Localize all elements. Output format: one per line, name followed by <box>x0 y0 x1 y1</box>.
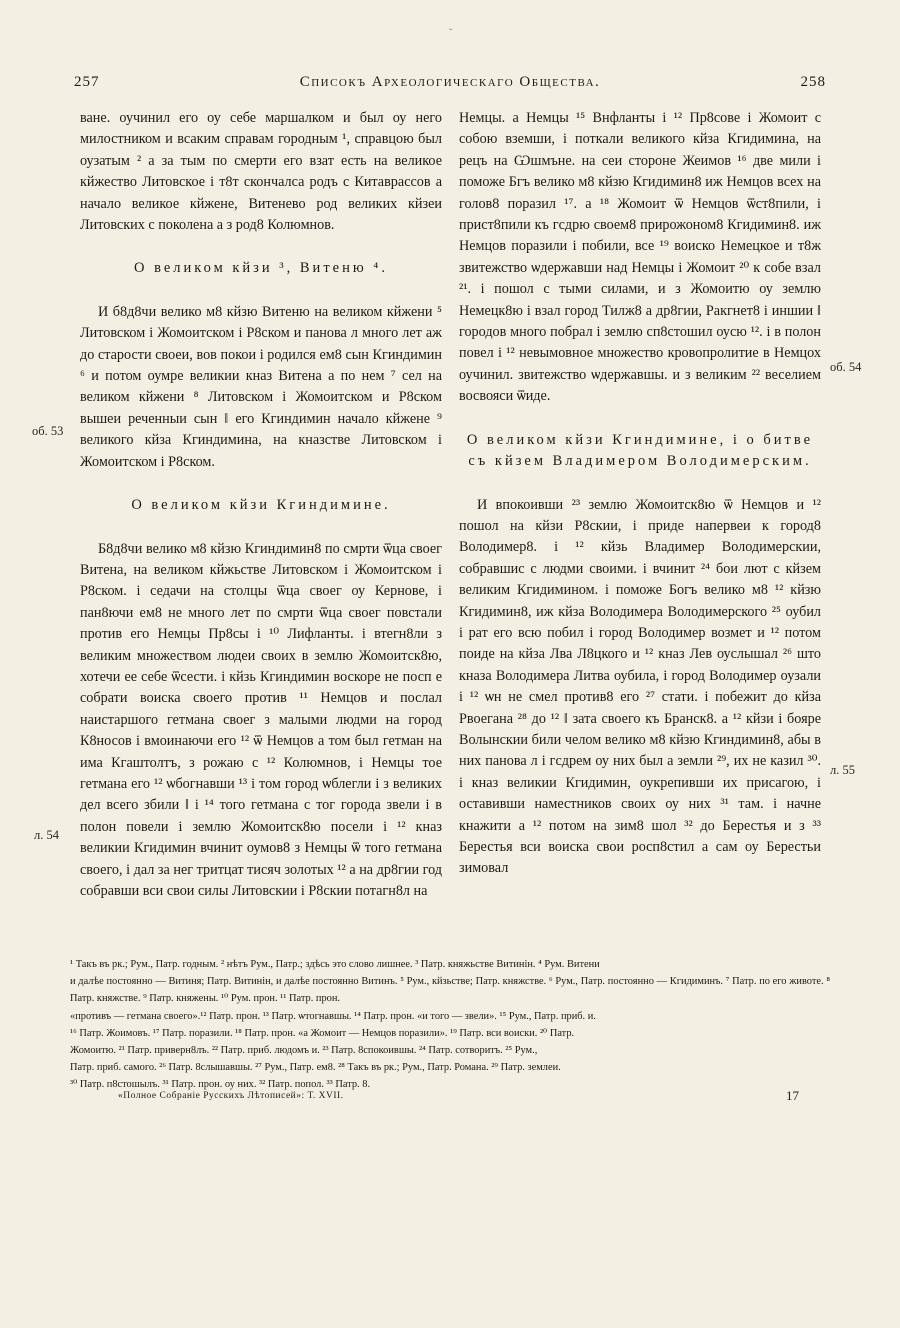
running-title: Списокъ Археологическаго Общества. <box>299 74 601 90</box>
footnote-line: ¹⁶ Патр. Жоимовъ. ¹⁷ Патр. поразили. ¹⁸ Патр. прон. «а Жомоит — Немцов поразили». ¹⁹ Патр. вси воиски. ²⁰ Патр. <box>70 1027 575 1039</box>
paragraph: Б8д8чи велико м8 кйзю Кгиндимин8 по смрти ѿца своег Витена, на великом кйжьстве Литовском і Жомоитском і Р8ском. і седачи на столцы ѿца своег оу Кернове, і пан8ючи ем8 не много лет по смрти ѿца своег повстали против его Немцы Пр8сы і ¹⁰ Лифланты. і втегн8ли з великим множеством людеи своих в землю Жомоитск8ю, хотечи ее себе ѿсести. і кйзь Кгиндимин воскоре не посп е собрати воиска своего против ¹¹ Немцов и послал наистаршого гетмана своег з малыми людми на город К8носов і вмоинаючи его ¹² ѿ Немцов а том был гетман на има Кгаштолтъ, з рожаю с ¹² Колюмнов, і Немцы тое гетмана его ¹² ѡбогнавши ¹³ і том город ѡблегли і з великих дел всего збили ‖ і ¹⁴ того гетмана с тог города звели і в полон повели і землю Жомоитск8ю посели і ¹² кназ великии Кгидимин вчинит оумов8 з Немцы ѿ того гетмана своего, і дал за нег тритцат тисяч золотых ¹² а на др8гии год собравши вси свои силы Литовскии і Р8скии потагн8л на <box>80 540 442 899</box>
section-heading: О великом кйзи ³, Витеню ⁴. <box>134 260 388 277</box>
left-column <box>80 108 442 902</box>
scan-mark: ˇ <box>449 28 453 39</box>
paragraph: И впокоивши ²³ землю Жомоитск8ю ѿ Немцов и ¹² пошол на кйзи Р8скии, і приде напервеи к город8 Володимер8. і ¹² кйзь Владимер Володимерскии, собравшис с людми своими. і вчинит ²⁴ бои лют с кйзем великим Кгидимином. і поможе Богъ велико м8 ¹² кйзю Кгидимин8, иж кйза Володимера Володимерского ²⁵ оубил і рат его всю побил і город Володимер возмет и ¹² потом поиде на кйза Лва Л8цкого и ¹² кназ Лев оуслышал ²⁶ што кназа Володимера Литва оубила, і город Володимер оузали і ¹² ѡн не смел против8 его ²⁷ стати. і побежит до кйза Рвоегана ²⁸ до ¹² ‖ зата своего къ Бранск8. а ¹² кйзи і бояре Волынскии били челом велико м8 кйзю Кгиндимин8, абы в них панова л і гсдрем оу них был а земли ²⁹, их не казил ³⁰. і кназ великии Кгидимин, оукрепивши их присагою, і оставивши наместников своих оу них ³¹ там. і начне кнажити а ¹² потом на зим8 шол ³² до Берестья и з ³³ Берестья вси воиска свои росп8стил а сам оу Берестьи зимовал <box>459 496 821 877</box>
footnotes <box>70 956 830 1094</box>
page-number-left: 257 <box>74 74 100 90</box>
footnote-line: «противъ — гетмана своего».¹² Патр. прон. ¹³ Патр. ѡтогнавшы. ¹⁴ Патр. прон. «и того — звели». ¹⁵ Рум., Патр. приб. и. <box>70 1010 596 1022</box>
section-heading: О великом кйзи Кгиндимине, і о битве съ кйзем Владимером Володимерским. <box>466 431 814 470</box>
section-heading: О великом кйзи Кгиндимине. <box>131 497 391 514</box>
paragraph: И б8д8чи велико м8 кйзю Витеню на великом кйжени ⁵ Литовском і Жомоитском і Р8ском и панова л много лет аж до старости своеи, вов покои і родился ем8 сын Кгиндимин ⁶ и потом оумре великии кназ Витена а по нем ⁷ сел на великом кйжени ⁸ Литовском і Жомоитском и Р8ском вышеи реченныи сын ‖ его Кгиндимин начало кйжене ⁹ великого кйза Кгиндимина, на кназстве Литовском і Жомоитском і Р8ском. <box>80 303 442 470</box>
folio-marker: л. 55 <box>830 763 855 777</box>
right-column <box>459 108 821 880</box>
paragraph: ване. оучинил его оу себе маршалком и был оу него милостником и всаким справам городным ¹, справцою был оузатым ² а за тым по смерти его взат есть на великое кйжество Литовское і т8т скончалса родъ с Китаврассов а начало великое кйжене, Витенево род великих кйзеи Литовских с поколена а з род8 Колюмнов. <box>80 110 442 234</box>
paragraph: Немцы. а Немцы ¹⁵ Внфланты і ¹² Пр8сове і Жомоит с собою вземши, і поткали великого кйза Кгидимина, на рецъ на Ѡшмъне. на сеи стороне Жеимов ¹⁶ две мили і поможе Бгъ велико м8 кйзю Кгидимин8 иж Немцов всех на голов8 поразил ¹⁷. а ¹⁸ Жомоит ѿ Немцов ѿст8пили, і прист8пили къ гсдрю своем8 прирожоном8 Кгидимин8. иж Немцов поразили і побили, все ¹⁹ воиско Немецкое и т8ж звитежство ѡдержавши над Немцы і Жомоит ²⁰ к собе взал ²¹. і пошол с тыми силами, и з Жомоитю оу землю Немецк8ю і взал город Тилж8 а др8гии, Ракгнет8 і иншии ‖ городов много побрал і землю сп8стошил оусю ¹². і в полон повел і ¹² невымовное множество кровопролитие в Немцох оучинил. звитежство ѡдержавшы. и з великим ²² веселием восвояси ѿиде. <box>459 110 821 405</box>
footnote-line: ¹ Такъ въ рк.; Рум., Патр. годным. ² нѣтъ Рум., Патр.; здѣсь это слово лишнее. ³ Патр. княжьстве Витинін. ⁴ Рум. Витени <box>70 959 600 970</box>
footnote-line: Патр. приб. самого. ²⁶ Патр. 8слышавшы. ²⁷ Рум., Патр. ем8. ²⁸ Такъ въ рк.; Рум., Патр. Романа. ²⁹ Патр. землеи. <box>70 1062 561 1074</box>
series-title: «Полное Собраніе Русскихъ Лѣтописей»: Т. XVII. <box>118 1091 344 1101</box>
signature-number: 17 <box>786 1088 799 1103</box>
footnote-line: Жомоитю. ²¹ Патр. приверн8лъ. ²² Патр. приб. людомъ и. ²³ Патр. 8спокоившы. ²⁴ Патр. сотворитъ. ²⁵ Рум., <box>70 1045 538 1057</box>
folio-marker: об. 54 <box>830 360 862 374</box>
footnote-line: ³⁰ Патр. п8стошылъ. ³¹ Патр. прон. оу них. ³² Патр. попол. ³³ Патр. 8. <box>70 1079 371 1091</box>
footnote-line: и далѣе постоянно — Витиня; Патр. Витинін, и далѣе постоянно Витинъ. ⁵ Рум., кйзьстве; Патр. княжстве. ⁶ Рум., Патр. постоянно — Кгидиминъ. ⁷ Патр. по его животе. ⁸ Патр. княжстве. ⁹ Патр. княжены. ¹⁰ Рум. прон. ¹¹ Патр. прон. <box>70 976 830 1005</box>
page-number-right: 258 <box>800 74 826 90</box>
folio-marker: л. 54 <box>34 828 59 842</box>
folio-marker: об. 53 <box>32 424 64 438</box>
page-header <box>72 74 828 98</box>
